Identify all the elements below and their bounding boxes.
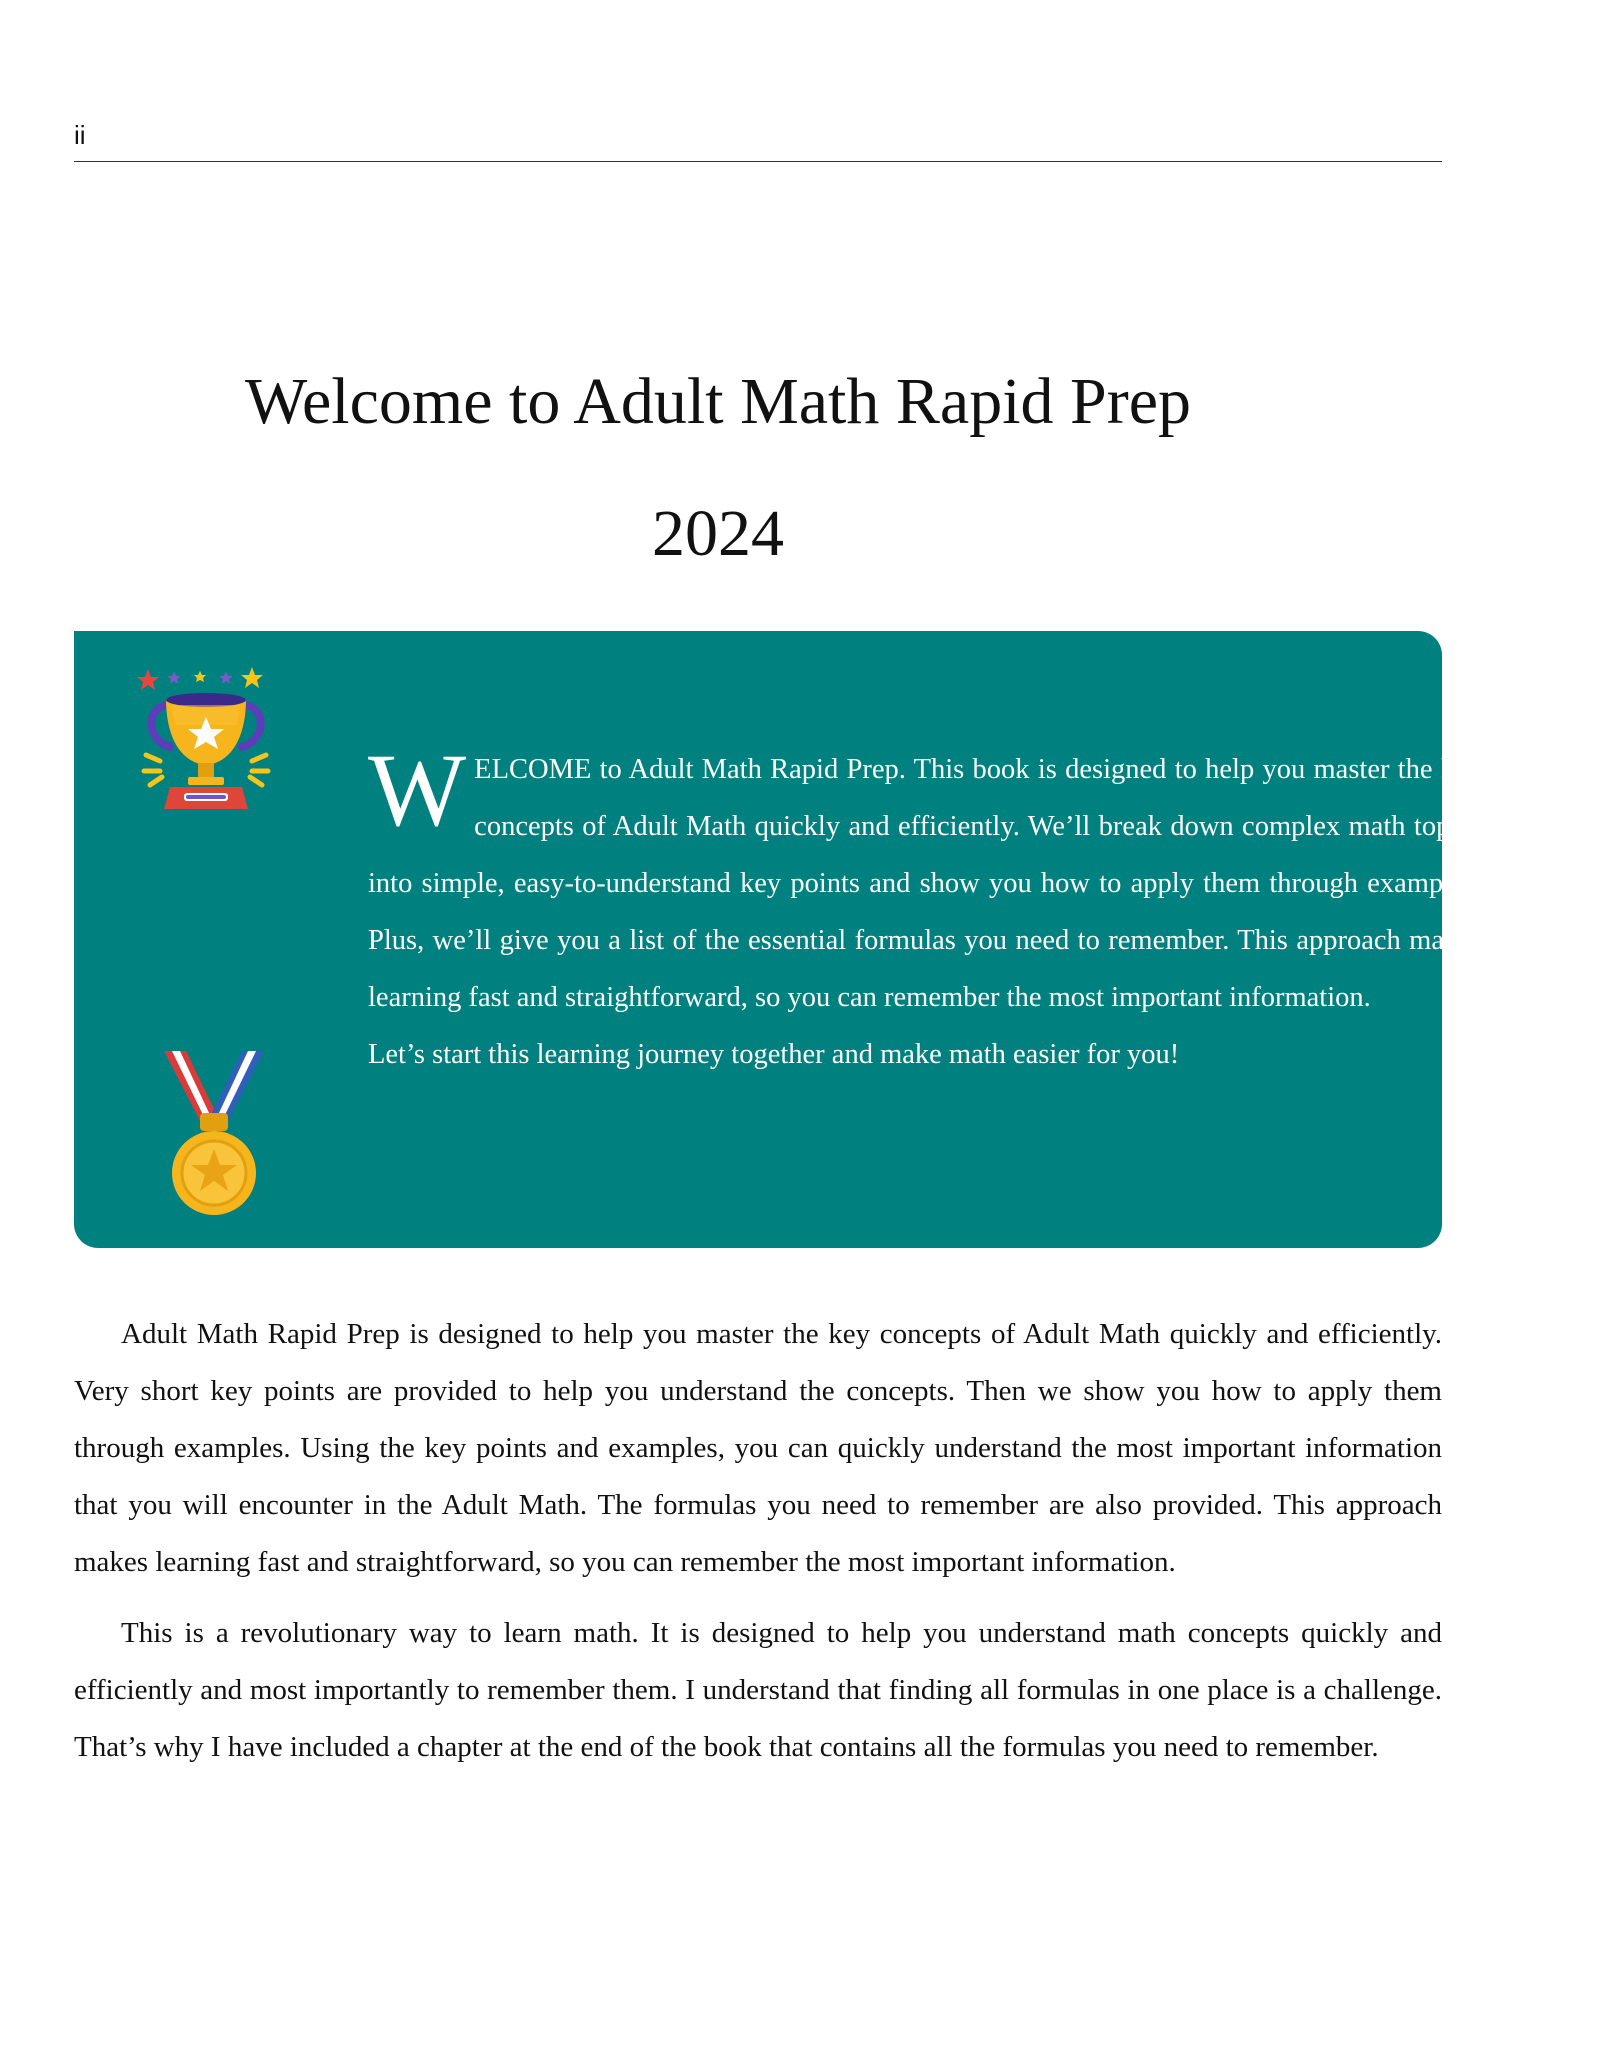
welcome-paragraph-rest: to Adult Math Rapid Prep. This book is designed to help you master the key concepts of Adult Math quickly and efficiently. We’ll break down complex math topics into simple, easy-to-understand key points and show you how to apply them through examples. Plus, we’ll give you a list of the essential formulas you need to remember. This approach makes learning fast and straightforward, so you can remember the most important information. — [368, 754, 1482, 1013]
welcome-text — [368, 733, 1482, 1083]
first-word-rest: ELCOME — [474, 754, 592, 785]
medal-icon — [154, 1051, 274, 1221]
welcome-closing: Let’s start this learning journey together and make math easier for you! — [368, 1039, 1180, 1070]
body-paragraph: This is a revolutionary way to learn math. It is designed to help you understand math concepts quickly and efficiently and most importantly to remember them. I understand that finding all formulas in one place is a challenge. That’s why I have included a chapter at the end of the book that contains all the formulas you need to remember. — [74, 1617, 1442, 1763]
page-title: Welcome to Adult Math Rapid Prep — [244, 365, 1192, 438]
page-number: ii — [74, 120, 86, 150]
welcome-paragraph — [368, 733, 1482, 1026]
welcome-box — [74, 631, 1482, 1248]
body-paragraph: Adult Math Rapid Prep is designed to help you master the key concepts of Adult Math quickly and efficiently. Very short key points are provided to help you understand the concepts. Then we show you how to apply them through examples. Using the key points and examples, you can quickly understand the most important information that you will encounter in the Adult Math. The formulas you need to remember are also provided. This approach makes learning fast and straightforward, so you can remember the most important information. — [74, 1318, 1442, 1578]
drop-cap: W — [368, 733, 467, 848]
page-title-year: 2024 — [652, 497, 784, 570]
body-text — [74, 1306, 1442, 1790]
page-header — [74, 116, 1442, 162]
trophy-icon — [126, 659, 286, 819]
